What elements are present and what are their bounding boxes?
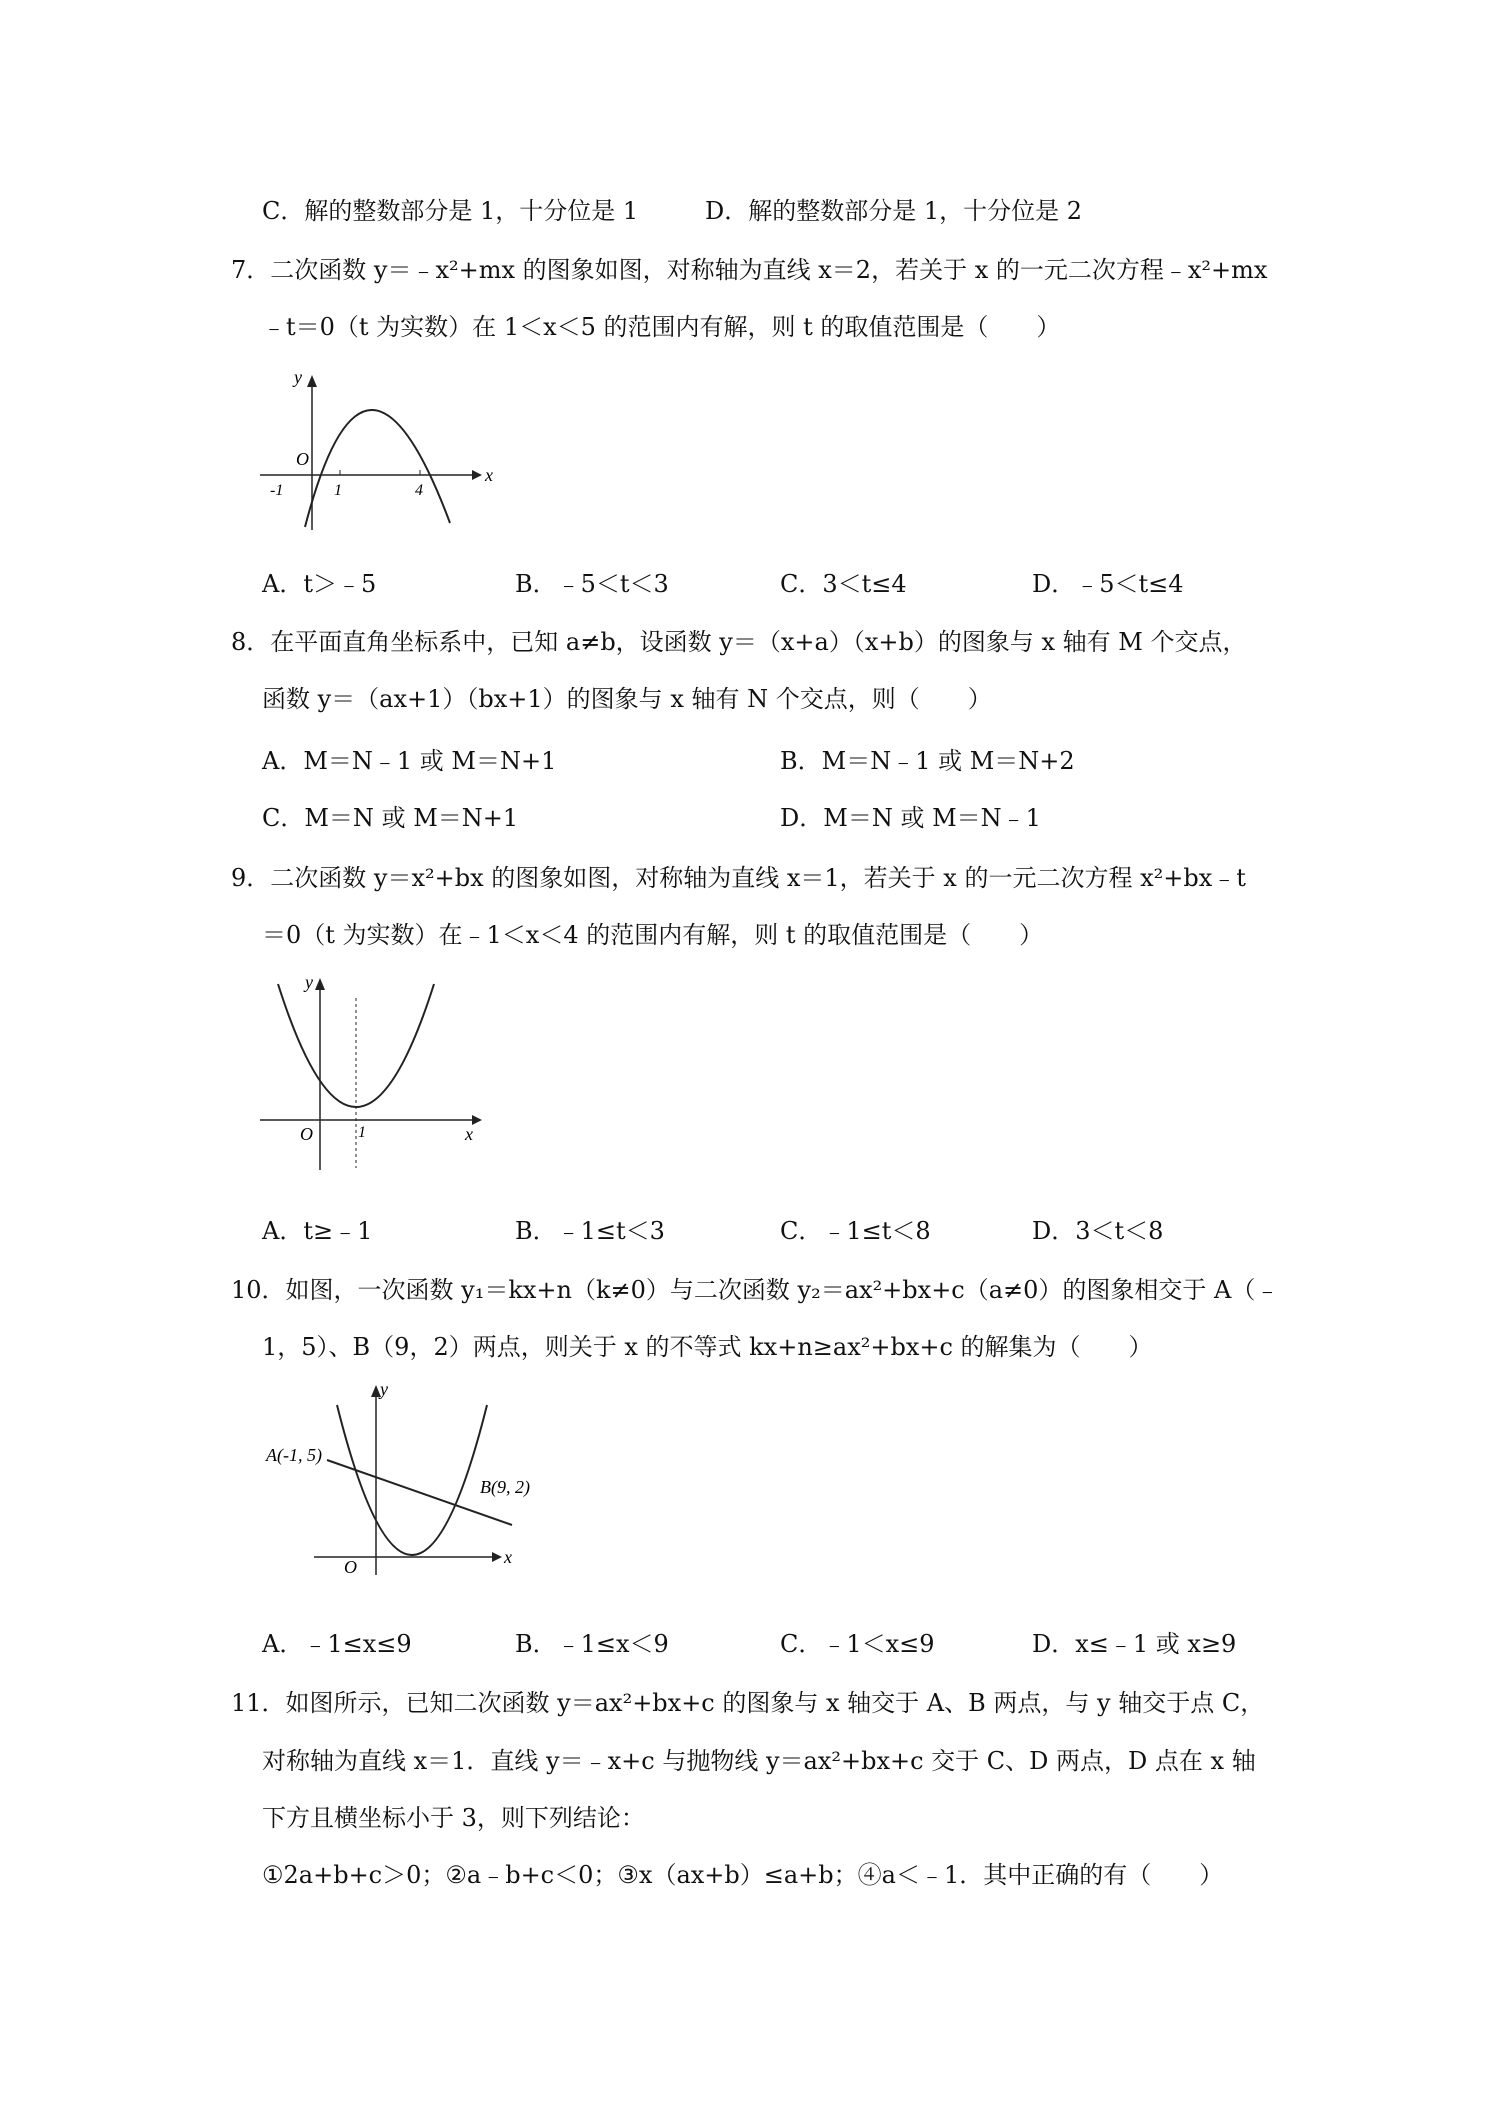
q7-option-d: D．﹣5＜t≤4 (1032, 570, 1184, 598)
q7-tick-4: 4 (415, 482, 423, 499)
q10-point-b-label: B(9, 2) (480, 1477, 530, 1497)
q9-stem-line2: ＝0（t 为实数）在﹣1＜x＜4 的范围内有解，则 t 的取值范围是（ ） (262, 921, 1044, 949)
q10-x-label: x (504, 1547, 512, 1567)
q11-stem-line3: 下方且横坐标小于 3，则下列结论： (262, 1804, 645, 1832)
q9-y-label: y (305, 972, 313, 992)
q10-y-label: y (380, 1379, 388, 1399)
q10-option-a: A．﹣1≤x≤9 (262, 1630, 412, 1658)
q6-option-d: D．解的整数部分是 1，十分位是 2 (705, 197, 1083, 225)
q10-origin-label: O (344, 1557, 357, 1577)
q9-stem-line1: 9．二次函数 y＝x²+bx 的图象如图，对称轴为直线 x＝1，若关于 x 的一元二次方程 x²+bx﹣t (231, 864, 1246, 892)
q7-option-b: B．﹣5＜t＜3 (515, 570, 669, 598)
q10-option-b: B．﹣1≤x＜9 (515, 1630, 669, 1658)
q7-y-label: y (294, 367, 302, 387)
q9-option-b: B．﹣1≤t＜3 (515, 1217, 665, 1245)
q9-option-d: D．3＜t＜8 (1032, 1217, 1164, 1245)
q7-tick-1: 1 (334, 482, 342, 499)
q8-option-b: B．M＝N﹣1 或 M＝N+2 (780, 747, 1075, 775)
q7-option-a: A．t＞﹣5 (262, 570, 377, 598)
q9-tick-1: 1 (358, 1124, 366, 1141)
q9-x-label: x (465, 1124, 473, 1144)
q8-stem-line2: 函数 y＝（ax+1）（bx+1）的图象与 x 轴有 N 个交点，则（ ） (262, 685, 992, 713)
q7-stem-line1: 7．二次函数 y＝﹣x²+mx 的图象如图，对称轴为直线 x＝2，若关于 x 的一元二次方程﹣x²+mx (231, 256, 1268, 284)
q10-option-c: C．﹣1＜x≤9 (780, 1630, 935, 1658)
q10-figure (262, 1375, 562, 1580)
q11-stem-line1: 11．如图所示，已知二次函数 y＝ax²+bx+c 的图象与 x 轴交于 A、B 两点，与 y 轴交于点 C， (231, 1689, 1265, 1717)
q10-stem-line2: 1，5）、B（9，2）两点，则关于 x 的不等式 kx+n≥ax²+bx+c 的解集为（ ） (262, 1333, 1153, 1361)
q7-origin-label: O (296, 449, 309, 469)
q7-option-c: C．3＜t≤4 (780, 570, 907, 598)
q8-option-c: C．M＝N 或 M＝N+1 (262, 804, 519, 832)
q10-point-a-label: A(-1, 5) (266, 1445, 322, 1465)
q11-stem-line4: ①2a+b+c＞0；②a﹣b+c＜0；③x（ax+b）≤a+b；④a＜﹣1．其中正确的有（ ） (262, 1861, 1224, 1889)
q7-figure (250, 365, 500, 535)
q7-tick-neg1: -1 (270, 482, 284, 499)
q8-option-d: D．M＝N 或 M＝N﹣1 (780, 804, 1041, 832)
q8-option-a: A．M＝N﹣1 或 M＝N+1 (262, 747, 557, 775)
q6-option-c: C．解的整数部分是 1，十分位是 1 (262, 197, 639, 225)
q9-origin-label: O (300, 1124, 313, 1144)
q9-option-a: A．t≥﹣1 (262, 1217, 373, 1245)
q9-option-c: C．﹣1≤t＜8 (780, 1217, 931, 1245)
q10-stem-line1: 10．如图，一次函数 y₁＝kx+n（k≠0）与二次函数 y₂＝ax²+bx+c（a≠0）的图象相交于 A（﹣ (231, 1276, 1280, 1304)
q9-figure (250, 970, 500, 1170)
q10-option-d: D．x≤﹣1 或 x≥9 (1032, 1630, 1237, 1658)
q7-stem-line2: ﹣t＝0（t 为实数）在 1＜x＜5 的范围内有解，则 t 的取值范围是（ ） (262, 313, 1061, 341)
q7-x-label: x (485, 465, 493, 485)
q8-stem-line1: 8．在平面直角坐标系中，已知 a≠b，设函数 y＝（x+a）（x+b）的图象与 x 轴有 M 个交点， (231, 628, 1247, 656)
q11-stem-line2: 对称轴为直线 x＝1．直线 y＝﹣x+c 与抛物线 y＝ax²+bx+c 交于 C、D 两点，D 点在 x 轴 (262, 1747, 1256, 1775)
